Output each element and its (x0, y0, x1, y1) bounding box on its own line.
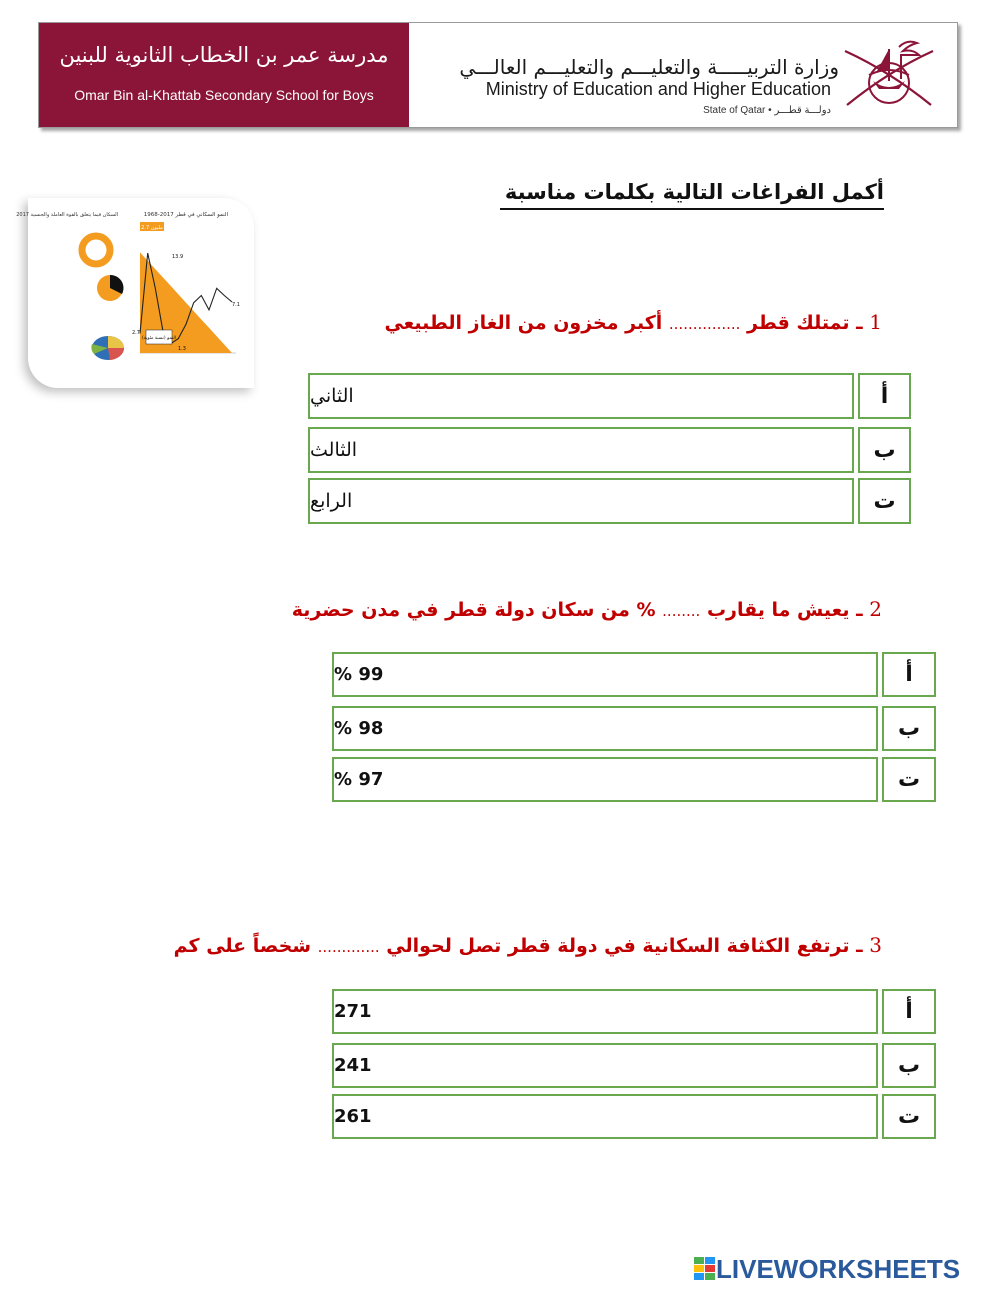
question-text-before: ترتفع الكثافة السكانية في دولة قطر تصل لحوالي (386, 935, 850, 957)
thumb-low-label: 1.3 (178, 346, 186, 352)
option-letter: ت (882, 1094, 936, 1139)
option-letter: ب (858, 427, 911, 473)
blank-dots: ............. (317, 938, 380, 956)
question-2 (292, 597, 882, 621)
question-text-after: شخصاً على كم (173, 935, 312, 957)
blank-dots: ............... (668, 315, 741, 333)
thumb-pie-title: السكان فيما يتعلق بالقوة العاملة والجنسية 2017 (16, 212, 118, 218)
answer-option-box[interactable]: 241 (332, 1043, 878, 1088)
liveworksheets-footer[interactable] (694, 1254, 990, 1284)
question-1 (384, 310, 882, 334)
option-letter: ب (882, 1043, 936, 1088)
question-number: 1 (869, 310, 882, 334)
thumb-start-label: 2.7 (132, 330, 140, 336)
thumb-pie-slice-3 (108, 348, 124, 360)
question-text-after: أكبر مخزون من الغاز الطبيعي (384, 312, 663, 334)
population-chart-thumbnail (16, 198, 254, 388)
answer-option-box[interactable]: الرابع (308, 478, 854, 524)
thumb-line-title: النمو السكاني في قطر 2017-1968 (143, 212, 228, 218)
thumb-growth-legend-label: النمو (نسبة مئوية) (141, 336, 177, 341)
school-name-english: Omar Bin al-Khattab Secondary School for Boys (74, 87, 374, 103)
school-name-arabic: مدرسة عمر بن الخطاب الثانوية للبنين (59, 43, 389, 67)
question-3 (174, 933, 882, 957)
question-bullet: ـ (856, 935, 863, 957)
option-letter: ت (882, 757, 936, 802)
header-banner (38, 22, 958, 128)
question-bullet: ـ (856, 312, 863, 334)
answer-option-box[interactable]: 261 (332, 1094, 878, 1139)
thumb-end-label: 7.1 (232, 302, 240, 308)
answer-option-box[interactable]: 97 % (332, 757, 878, 802)
liveworksheets-logo-icon (694, 1257, 716, 1281)
question-number: 3 (869, 933, 882, 957)
state-label: State of Qatar • دولـــة قطـــر (703, 105, 831, 116)
thumb-peak-label: 13.9 (172, 254, 184, 260)
answer-option-box[interactable]: الثاني (308, 373, 854, 419)
ministry-name-arabic: وزارة التربيـــــة والتعليـــم والتعليـــم العالـــي (459, 55, 839, 79)
ministry-name-english: Ministry of Education and Higher Education (485, 79, 831, 99)
thumb-donut (82, 236, 110, 264)
thumb-pie-slice-2 (108, 336, 124, 348)
question-text-after: % من سكان دولة قطر في مدن حضرية (291, 599, 656, 621)
question-number: 2 (869, 597, 882, 621)
option-letter: أ (882, 989, 936, 1034)
question-bullet: ـ (856, 599, 863, 621)
blank-dots: ........ (662, 602, 701, 620)
question-text-before: يعيش ما يقارب (706, 599, 850, 621)
question-text-before: تمتلك قطر (747, 312, 850, 334)
answer-option-box[interactable]: الثالث (308, 427, 854, 473)
qatar-emblem-icon (837, 31, 941, 119)
answer-option-box[interactable]: 98 % (332, 706, 878, 751)
liveworksheets-brand: LIVEWORKSHEETS (716, 1253, 961, 1284)
option-letter: أ (882, 652, 936, 697)
option-letter: أ (858, 373, 911, 419)
option-letter: ب (882, 706, 936, 751)
school-panel (39, 23, 409, 127)
answer-option-box[interactable]: 99 % (332, 652, 878, 697)
answer-option-box[interactable]: 271 (332, 989, 878, 1034)
instruction-heading: أكمل الفراغات التالية بكلمات مناسبة (500, 180, 884, 210)
thumb-total-label: 2.7 مليون (141, 225, 163, 231)
option-letter: ت (858, 478, 911, 524)
